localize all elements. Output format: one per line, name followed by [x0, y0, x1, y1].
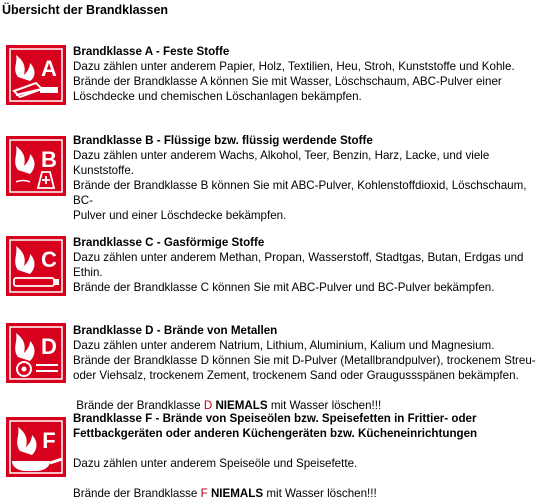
- class-heading: Brandklasse B - Flüssige bzw. flüssig werdende Stoffe: [73, 134, 373, 147]
- text-line: Brände der Brandklasse A können Sie mit Wasser, Löschschaum, ABC-Pulver einer: [73, 75, 502, 88]
- class-letter: C: [41, 247, 57, 272]
- class-letter: F: [42, 428, 56, 453]
- text-line: Dazu zählen unter anderem Natrium, Lithium, Aluminium, Kalium und Magnesium.: [73, 339, 495, 352]
- class-heading: Brandklasse A - Feste Stoffe: [73, 45, 230, 58]
- text-line: Brände der Brandklasse D können Sie mit D-Pulver (Metallbrandpulver), trockenem Streu-: [73, 354, 536, 367]
- text-line: Pulver und einer Löschdecke bekämpfen.: [73, 209, 287, 222]
- class-letter: A: [41, 56, 57, 81]
- text-line: oder Viehsalz, trockenem Zement, trockenem Sand oder Graugussspänen bekämpfen.: [73, 369, 519, 382]
- fire-class-c-icon: [6, 236, 66, 296]
- text-line: Löschdecke und chemischen Löschanlagen bekämpfen.: [73, 90, 362, 103]
- warning-line: Brände der Brandklasse D NIEMALS mit Wasser löschen!!!: [73, 399, 382, 412]
- fire-class-b-icon: [6, 136, 66, 196]
- warning-line: Brände der Brandklasse F NIEMALS mit Wasser löschen!!!: [73, 487, 377, 500]
- text-line: Dazu zählen unter anderem Methan, Propan, Wasserstoff, Stadtgas, Butan, Erdgas und: [73, 251, 524, 264]
- text-line: Dazu zählen unter anderem Speiseöle und Speisefette.: [73, 457, 358, 470]
- class-heading: Brandklasse C - Gasförmige Stoffe: [73, 236, 265, 249]
- fire-class-a-icon: [6, 45, 66, 105]
- class-c-section: [73, 235, 539, 295]
- fire-class-f-icon: [6, 417, 66, 477]
- text-line: Ethin.: [73, 266, 103, 279]
- class-f-section: [73, 411, 539, 501]
- class-d-section: [73, 323, 539, 413]
- class-heading: Brandklasse F - Brände von Speiseölen bzw. Speisefetten in Frittier- oder Fettbackgeräten oder anderen Küchengeräten bzw. Kücheneinrichtungen: [73, 412, 478, 440]
- class-letter: D: [41, 334, 57, 359]
- class-a-section: [73, 44, 539, 104]
- text-line: Brände der Brandklasse C können Sie mit ABC-Pulver und BC-Pulver bekämpfen.: [73, 281, 495, 294]
- class-heading: Brandklasse D - Brände von Metallen: [73, 324, 278, 337]
- text-line: Kunststoffe.: [73, 164, 135, 177]
- text-line: Brände der Brandklasse B können Sie mit ABC-Pulver, Kohlenstoffdioxid, Löschschaum, BC-: [73, 179, 527, 207]
- text-line: Dazu zählen unter anderem Wachs, Alkohol, Teer, Benzin, Harz, Lacke, und viele: [73, 149, 490, 162]
- text-line: Dazu zählen unter anderem Papier, Holz, Textilien, Heu, Stroh, Kunststoffe und Kohle.: [73, 60, 515, 73]
- page-title: Übersicht der Brandklassen: [2, 3, 169, 17]
- fire-class-d-icon: [6, 323, 66, 383]
- class-letter: B: [41, 147, 57, 172]
- class-b-section: [73, 133, 539, 223]
